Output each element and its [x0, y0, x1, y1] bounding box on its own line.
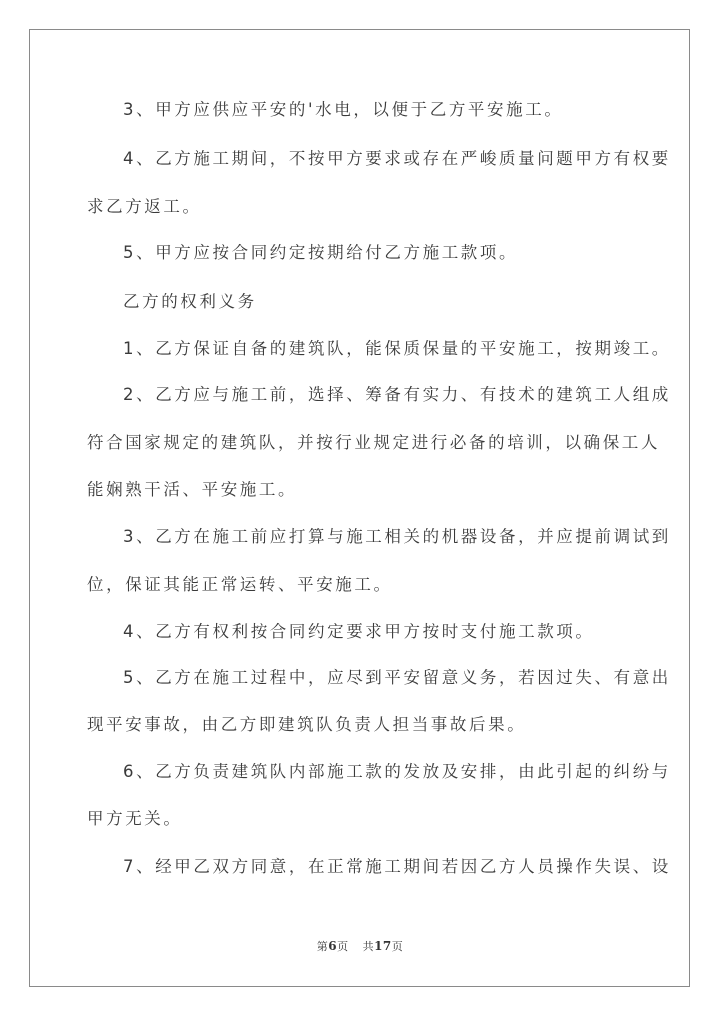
paragraph-line: 4、乙方施工期间，不按甲方要求或存在严峻质量问题甲方有权要: [123, 149, 671, 168]
paragraph-line: 6、乙方负责建筑队内部施工款的发放及安排，由此引起的纠纷与: [123, 762, 671, 781]
page-unit: 页: [337, 940, 349, 953]
page-footer: [0, 938, 720, 954]
total-prefix: 共: [362, 940, 375, 953]
paragraph-line: 3、甲方应供应平安的'水电，以便于乙方平安施工。: [123, 100, 564, 119]
paragraph-line: 4、乙方有权利按合同约定要求甲方按时支付施工款项。: [123, 622, 595, 641]
current-page-number: 6: [328, 939, 338, 953]
paragraph-line: 7、经甲乙双方同意，在正常施工期间若因乙方人员操作失误、设: [123, 857, 671, 876]
paragraph-line: 求乙方返工。: [87, 197, 202, 216]
paragraph-line: 3、乙方在施工前应打算与施工相关的机器设备，并应提前调试到: [123, 527, 671, 546]
total-page-number: 17: [374, 939, 392, 953]
paragraph-line: 5、乙方在施工过程中，应尽到平安留意义务，若因过失、有意出: [123, 668, 671, 687]
paragraph-line: 现平安事故，由乙方即建筑队负责人担当事故后果。: [87, 715, 527, 734]
total-unit: 页: [391, 940, 404, 953]
paragraph-line: 5、甲方应按合同约定按期给付乙方施工款项。: [123, 243, 519, 262]
section-heading: 乙方的权利义务: [123, 292, 257, 311]
paragraph-line: 甲方无关。: [87, 809, 183, 828]
paragraph-line: 位，保证其能正常运转、平安施工。: [87, 575, 393, 594]
paragraph-line: 符合国家规定的建筑队，并按行业规定进行必备的培训，以确保工人: [87, 433, 660, 452]
page-border: [29, 29, 690, 987]
page-prefix: 第: [316, 940, 329, 953]
paragraph-line: 1、乙方保证自备的建筑队，能保质保量的平安施工，按期竣工。: [123, 339, 671, 358]
paragraph-line: 2、乙方应与施工前，选择、筹备有实力、有技术的建筑工人组成: [123, 385, 671, 404]
paragraph-line: 能娴熟干活、平安施工。: [87, 480, 298, 499]
